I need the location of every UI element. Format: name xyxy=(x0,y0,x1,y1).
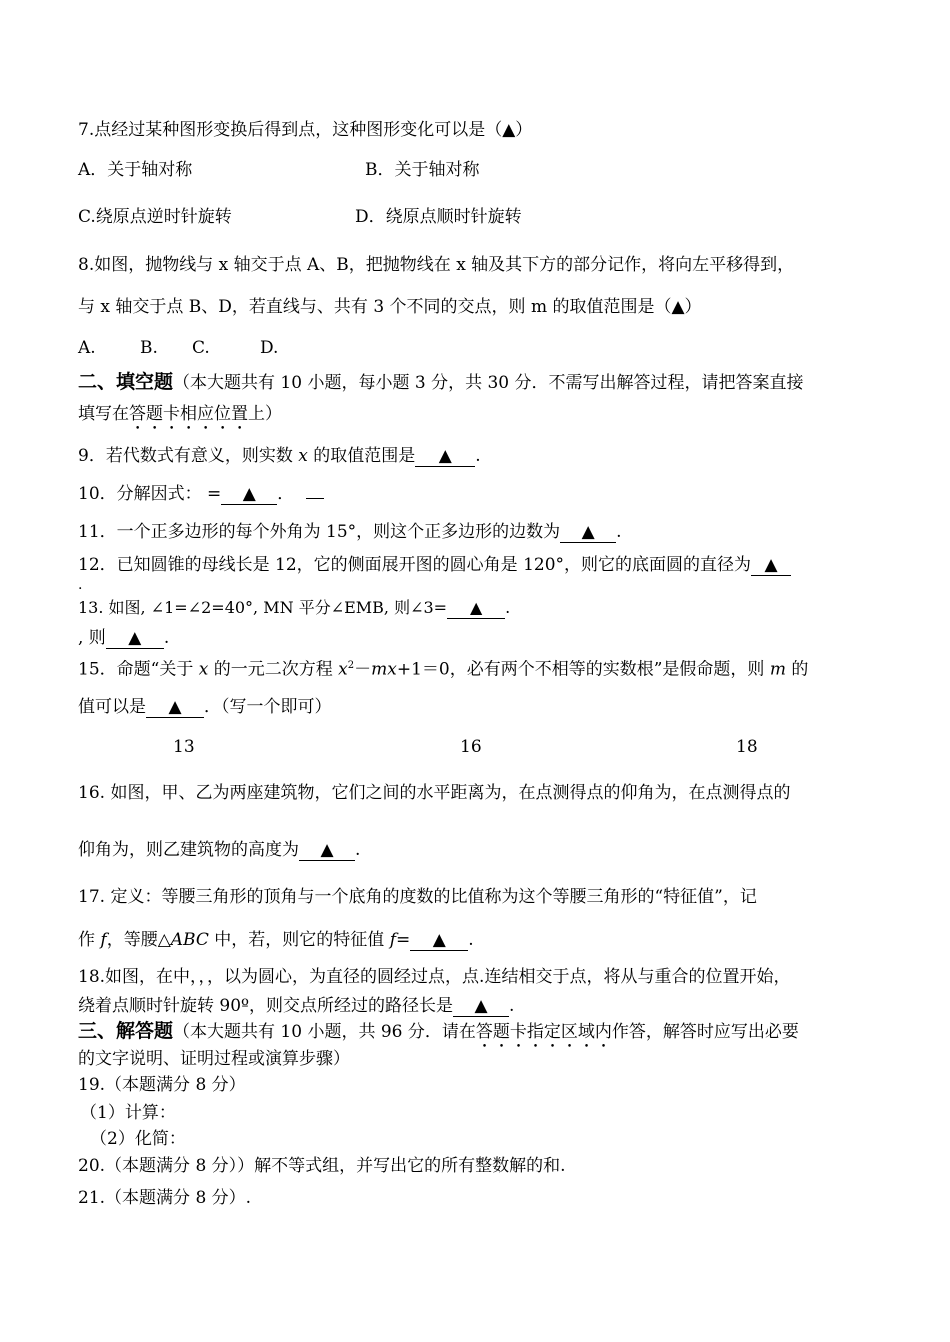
q13 xyxy=(78,596,510,620)
q17-end: . xyxy=(468,930,474,950)
section3-desc1c: 作答，解答时应写出必要 xyxy=(611,1022,799,1042)
q17-line1: 17. 定义：等腰三角形的顶角与一个底角的度数的比值称为这个等腰三角形的“特征值”，记 xyxy=(78,887,757,907)
q16-line2 xyxy=(78,838,360,862)
q16-answer-blank[interactable]: ▲ xyxy=(299,840,355,861)
q8-option-d: D. xyxy=(260,338,279,358)
q15-var-x: x xyxy=(198,659,209,680)
q15-var-mx: mx xyxy=(371,659,397,680)
q20: 20.（本题满分 8 分））解不等式组，并写出它的所有整数解的和. xyxy=(78,1156,566,1176)
q9 xyxy=(78,444,481,468)
q11-text: 11．一个正多边形的每个外角为 15°，则这个正多边形的边数为 xyxy=(78,522,561,542)
q13-text: 13. 如图, ∠1=∠2=40°, MN 平分∠EMB, 则∠3= xyxy=(78,598,448,617)
q18-text: 绕着点顺时针旋转 90º，则交点所经过的路径长是 xyxy=(78,996,454,1016)
q10-text: 10．分解因式： = xyxy=(78,484,222,504)
q10-answer-blank[interactable]: ▲ xyxy=(221,484,277,505)
q10-extra-underline xyxy=(306,498,324,499)
q14-text: , 则 xyxy=(78,628,106,648)
q18-answer-blank[interactable]: ▲ xyxy=(453,996,509,1017)
q17-var-f: f xyxy=(100,930,107,950)
q9-text2: 的取值范围是 xyxy=(307,446,416,466)
q15-var-m: m xyxy=(769,659,786,680)
q17-line2 xyxy=(78,928,474,952)
figure-label-13: 13 xyxy=(173,737,195,757)
q14 xyxy=(78,626,169,650)
section2-desc2a: 填写在 xyxy=(78,404,129,424)
q15-t1: 15．命题“关于 xyxy=(78,659,199,680)
q17-var-abc: ABC xyxy=(170,930,209,950)
q11-answer-blank[interactable]: ▲ xyxy=(560,522,616,543)
q15-line2 xyxy=(78,695,332,719)
q13-answer-blank[interactable]: ▲ xyxy=(447,598,505,619)
q7-option-c: C.绕原点逆时针旋转 xyxy=(78,207,232,227)
q15-t6: ．（写一个即可） xyxy=(204,697,332,717)
q16-end: . xyxy=(355,840,361,860)
q15-t5: 值可以是 xyxy=(78,697,146,717)
q19-part1: （1）计算： xyxy=(80,1103,176,1123)
q8-option-a: A. xyxy=(78,338,96,358)
q9-answer-blank[interactable]: ▲ xyxy=(415,446,475,467)
q18-line1: 18.如图，在中，，，以为圆心，为直径的圆经过点，点.连结相交于点，将从与重合的位置开始， xyxy=(78,967,791,987)
q10-end: ． xyxy=(277,484,295,504)
q11 xyxy=(78,520,622,544)
section3-desc1a: （本大题共有 10 小题，共 96 分．请在 xyxy=(173,1022,476,1042)
q12-text: 12．已知圆锥的母线长是 12，它的侧面展开图的圆心角是 120°，则它的底面圆的直径为 xyxy=(78,555,752,575)
q8-option-c: C. xyxy=(192,338,210,358)
q13-end: . xyxy=(505,598,511,617)
q7-stem: 7.点经过某种图形变换后得到点，这种图形变化可以是（▲） xyxy=(78,120,533,140)
q19-head: 19.（本题满分 8 分） xyxy=(78,1075,246,1095)
q7-option-a: A．关于轴对称 xyxy=(78,160,193,180)
q17-t3: 中，若，则它的特征值 xyxy=(208,930,390,950)
q12-answer-blank[interactable]: ▲ xyxy=(751,555,791,576)
section2-emphasis: 答题卡相应位置 xyxy=(129,404,248,424)
q18-line2 xyxy=(78,994,514,1018)
q15-t3: +1＝0，必有两个不相等的实数根”是假命题，则 xyxy=(396,659,770,680)
section2-header xyxy=(78,370,804,395)
q17-var-f2: f xyxy=(389,930,396,950)
q17-eq: = xyxy=(395,930,411,950)
q18-end: . xyxy=(509,996,515,1016)
q11-end: . xyxy=(616,522,622,542)
q7-option-b: B．关于轴对称 xyxy=(365,160,480,180)
section2-desc2c: 上） xyxy=(248,404,282,424)
q19-part2: （2）化简： xyxy=(90,1129,186,1149)
section3-title: 三、解答题 xyxy=(78,1020,174,1042)
q15-var-x2: x xyxy=(338,659,348,680)
q15-t4: 的 xyxy=(785,659,809,680)
q16-text: 仰角为，则乙建筑物的高度为 xyxy=(78,840,299,860)
section3-emphasis: 答题卡指定区域内 xyxy=(475,1022,612,1042)
q15-answer-blank[interactable]: ▲ xyxy=(146,697,204,718)
q16-line1: 16. 如图，甲、乙为两座建筑物，它们之间的水平距离为，在点测得点的仰角为，在点测得点的 xyxy=(78,783,791,803)
section3-desc2: 的文字说明、证明过程或演算步骤） xyxy=(78,1049,350,1069)
q15-minus: － xyxy=(354,659,372,680)
q9-end: . xyxy=(475,446,481,466)
section2-desc1: （本大题共有 10 小题，每小题 3 分，共 30 分．不需写出解答过程，请把答案直接 xyxy=(173,373,804,393)
q21: 21.（本题满分 8 分）. xyxy=(78,1188,252,1208)
q9-var: x xyxy=(298,446,308,466)
q12 xyxy=(78,553,791,577)
q17-t2: ，等腰△ xyxy=(106,930,171,950)
q14-end: . xyxy=(163,628,170,648)
q9-text: 9．若代数式有意义，则实数 xyxy=(78,446,299,466)
q15-line1 xyxy=(78,654,808,682)
q15-exponent: 2 xyxy=(347,660,355,671)
q8-line1: 8.如图，抛物线与 x 轴交于点 A、B，把抛物线在 x 轴及其下方的部分记作，将向左平移得到， xyxy=(78,255,795,275)
q15-t2: 的一元二次方程 xyxy=(208,659,339,680)
q17-t1: 作 xyxy=(78,930,101,950)
section2-desc-line2 xyxy=(78,402,282,434)
q8-line2: 与 x 轴交于点 B、D，若直线与、共有 3 个不同的交点，则 m 的取值范围是（▲） xyxy=(78,297,702,317)
q14-answer-blank[interactable]: ▲ xyxy=(106,628,164,649)
figure-label-16: 16 xyxy=(460,737,482,757)
q12-end: . xyxy=(78,577,83,593)
q17-answer-blank[interactable]: ▲ xyxy=(410,930,468,951)
section2-title: 二、填空题 xyxy=(78,371,174,393)
q7-option-d: D．绕原点顺时针旋转 xyxy=(355,207,522,227)
q10 xyxy=(78,482,324,506)
q8-option-b: B. xyxy=(140,338,158,358)
figure-label-18: 18 xyxy=(736,737,758,757)
